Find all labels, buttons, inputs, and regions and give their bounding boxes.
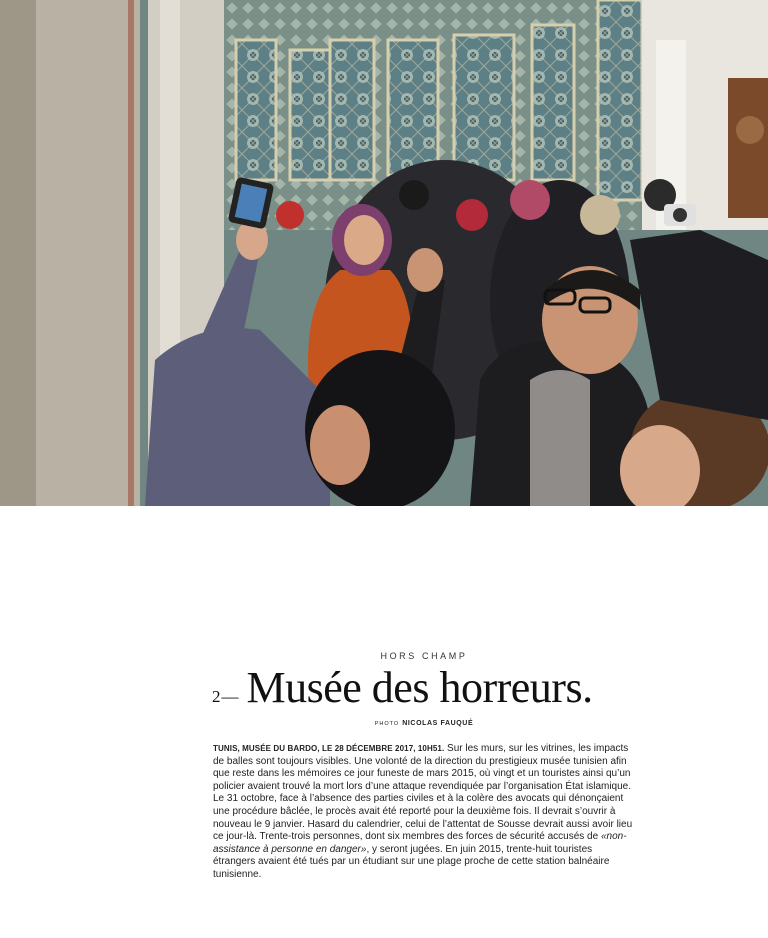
body-quote: «non-assistance à personne en danger»: [213, 831, 627, 855]
article-body: [213, 743, 637, 882]
body-text-1: Sur les murs, sur les vitrines, les impacts de balles sont toujours visibles. Une volonté de la direction du prestigieux musée tunisien afin que reste dans les mémoires ce jour funeste de mars 2015, où vingt et un touristes ainsi qu’un policier avaient trouvé la mort lors d’une attaque revendiquée par l’organisation État islamique. Le 31 octobre, face à l’absence des parties civiles et à la colère des avocats qui dénonçaient une procédure bâclée, le procès avait été reporté pour la deuxième fois. Il devrait s’ouvrir à nouveau le 9 janvier. Hasard du calendrier, celui de l’attentat de Sousse devrait aussi avoir lieu ce jour-là. Trente-trois personnes, dont six membres des forces de sécurité accusés de: [213, 743, 633, 843]
title-dash: —: [221, 687, 239, 706]
section-kicker: HORS CHAMP: [380, 651, 468, 661]
photo-credit: [0, 720, 768, 727]
article-number: 2: [212, 687, 221, 706]
article-headline: [212, 662, 593, 713]
article-title: Musée des horreurs.: [246, 663, 593, 712]
credit-label: PHOTO: [374, 721, 400, 727]
credit-name: NICOLAS FAUQUÉ: [402, 720, 474, 727]
article-lead: TUNIS, MUSÉE DU BARDO, LE 28 DÉCEMBRE 2017, 10H51.: [213, 744, 445, 753]
body-text-2: , y seront jugées. En juin 2015, trente-huit touristes étrangers avaient été tués par un étudiant sur une plage proche de cette station balnéaire tunisienne.: [213, 843, 610, 880]
